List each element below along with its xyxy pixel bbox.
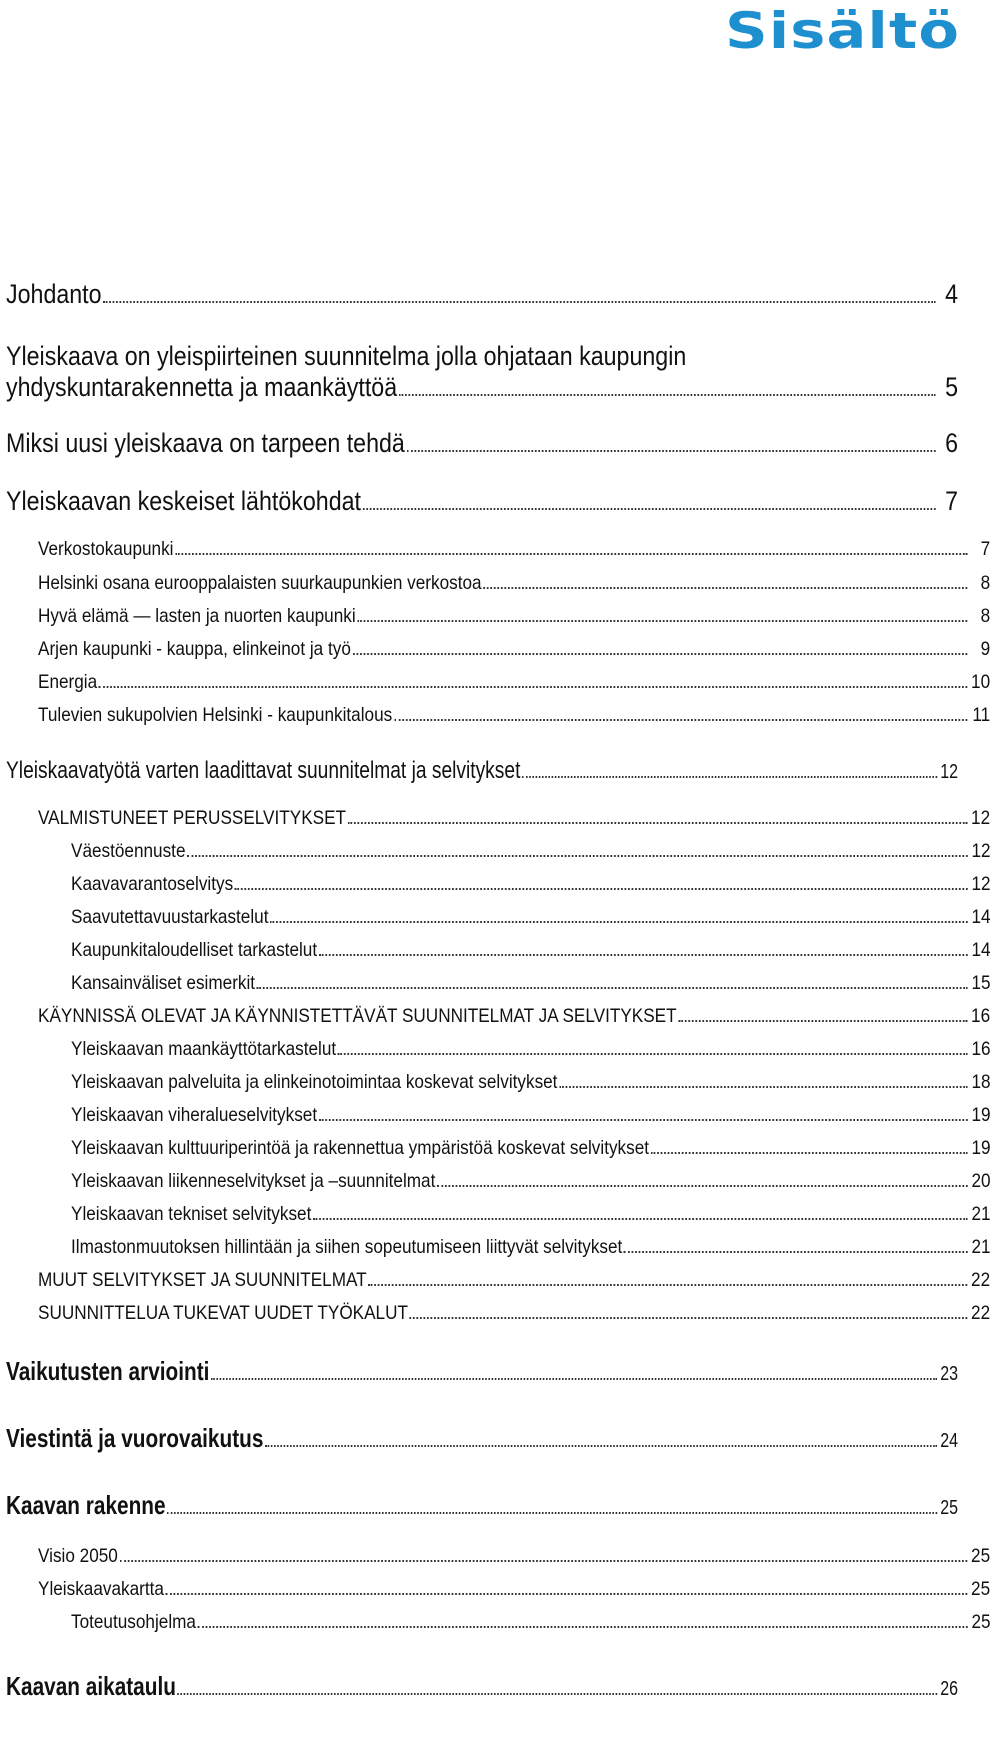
toc-entry-page: 24	[940, 1430, 958, 1452]
toc-entry[interactable]	[38, 1578, 990, 1601]
toc-entry[interactable]	[71, 840, 991, 863]
toc-entry[interactable]	[6, 486, 958, 517]
leader-dots	[270, 921, 967, 923]
leader-dots	[363, 508, 936, 510]
toc-entry-page: 16	[971, 1005, 991, 1027]
leader-dots	[437, 1185, 968, 1187]
toc-entry[interactable]	[6, 428, 958, 459]
toc-entry-page: 23	[940, 1363, 958, 1385]
toc-entry[interactable]	[38, 1269, 990, 1292]
toc-entry[interactable]	[38, 605, 990, 628]
leader-dots	[319, 954, 968, 956]
leader-dots	[651, 1152, 968, 1154]
toc-entry-page: 20	[971, 1170, 991, 1192]
toc-entry-page: 25	[971, 1578, 991, 1600]
toc-entry-page: 21	[971, 1236, 991, 1258]
toc-entry[interactable]	[38, 538, 990, 561]
page-title: Sisältö	[725, 2, 960, 60]
toc-entry-label: Toteutusohjelma	[71, 1611, 196, 1633]
toc-entry-label: Hyvä elämä — lasten ja nuorten kaupunki	[38, 605, 356, 627]
leader-dots	[483, 587, 967, 589]
toc-entry-label: Vaikutusten arviointi	[6, 1356, 210, 1386]
leader-dots	[678, 1020, 967, 1022]
toc-entry[interactable]	[38, 704, 990, 727]
leader-dots	[338, 1053, 968, 1055]
toc-entry[interactable]	[6, 372, 958, 403]
toc-entry-label: Yleiskaavan keskeiset lähtökohdat	[6, 486, 361, 516]
leader-dots	[559, 1086, 967, 1088]
leader-dots	[99, 686, 967, 688]
toc-entry-label: Miksi uusi yleiskaava on tarpeen tehdä	[6, 428, 405, 458]
toc-entry-label: Ilmastonmuutoksen hillintään ja siihen sopeutumiseen liittyvät selvitykset	[71, 1236, 623, 1258]
toc-entry-label: Kaavan rakenne	[6, 1490, 166, 1520]
toc-entry[interactable]	[38, 638, 990, 661]
leader-dots	[410, 1317, 968, 1319]
toc-entry-label-line1: Yleiskaava on yleispiirteinen suunnitelma jolla ohjataan kaupungin	[6, 341, 687, 371]
toc-entry-label: SUUNNITTELUA TUKEVAT UUDET TYÖKALUT	[38, 1302, 408, 1324]
toc-entry-page: 14	[971, 906, 991, 928]
toc-entry-page: 16	[971, 1038, 991, 1060]
toc-entry-label: Tulevien sukupolvien Helsinki - kaupunkitalous	[38, 704, 393, 726]
toc-entry-label: Visio 2050	[38, 1545, 118, 1567]
toc-entry-page: 15	[971, 972, 991, 994]
toc-entry[interactable]	[6, 1356, 958, 1387]
leader-dots	[522, 776, 937, 778]
toc-entry-label: Yleiskaavan viheralueselvitykset	[71, 1104, 318, 1126]
toc-entry-page: 5	[945, 372, 959, 402]
toc-entry-label: Yleiskaavan kulttuuriperintöä ja rakennettua ympäristöä koskevat selvitykset	[71, 1137, 650, 1159]
toc-entry-page: 11	[972, 704, 991, 726]
leader-dots	[167, 1512, 937, 1514]
toc-entry[interactable]	[6, 757, 958, 785]
toc-entry-page: 25	[971, 1545, 991, 1567]
toc-entry-page: 12	[971, 873, 991, 895]
toc-entry[interactable]	[71, 1137, 991, 1160]
toc-entry-page: 7	[945, 486, 959, 516]
leader-dots	[235, 888, 968, 890]
toc-entry-label: Yleiskaavakartta	[38, 1578, 164, 1600]
toc-entry-page: 12	[971, 840, 991, 862]
toc-entry-label: MUUT SELVITYKSET JA SUUNNITELMAT	[38, 1269, 367, 1291]
toc-entry[interactable]	[6, 1490, 958, 1521]
toc-entry[interactable]	[6, 1671, 958, 1702]
toc-entry-label: KÄYNNISSÄ OLEVAT JA KÄYNNISTETTÄVÄT SUUNNITELMAT JA SELVITYKSET	[38, 1005, 677, 1027]
leader-dots	[353, 653, 968, 655]
toc-entry-page: 26	[940, 1678, 958, 1700]
toc-entry-label: Saavutettavuustarkastelut	[71, 906, 269, 928]
toc-entry[interactable]	[38, 1005, 990, 1028]
toc-entry-page: 22	[971, 1269, 991, 1291]
toc-entry-page: 25	[971, 1611, 991, 1633]
toc-entry-label: VALMISTUNEET PERUSSELVITYKSET	[38, 807, 347, 829]
leader-dots	[319, 1119, 968, 1121]
toc-entry-page: 8	[980, 605, 991, 627]
toc-entry-page: 10	[971, 671, 991, 693]
leader-dots	[394, 719, 967, 721]
toc-entry[interactable]	[71, 1236, 991, 1259]
leader-dots	[166, 1593, 968, 1595]
toc-entry-page: 19	[971, 1137, 991, 1159]
toc-entry[interactable]	[71, 1611, 991, 1634]
leader-dots	[187, 855, 967, 857]
toc-entry[interactable]	[38, 572, 990, 595]
leader-dots	[211, 1378, 937, 1380]
toc-entry-label: Kaavan aikataulu	[6, 1671, 176, 1701]
toc-entry-label: Johdanto	[6, 279, 102, 309]
leader-dots	[120, 1560, 968, 1562]
leader-dots	[265, 1445, 937, 1447]
toc-entry-page: 22	[971, 1302, 991, 1324]
toc-entry-label: Arjen kaupunki - kauppa, elinkeinot ja työ	[38, 638, 351, 660]
toc-entry[interactable]	[71, 1038, 991, 1061]
toc-entry-label: Energia	[38, 671, 98, 693]
toc-entry[interactable]	[71, 1104, 991, 1127]
toc-entry[interactable]	[71, 1071, 991, 1094]
toc-entry-label: Kaupunkitaloudelliset tarkastelut	[71, 939, 318, 961]
toc-entry-page: 18	[971, 1071, 991, 1093]
toc-entry[interactable]	[71, 906, 991, 929]
toc-entry-page: 12	[940, 761, 958, 783]
leader-dots	[368, 1284, 967, 1286]
toc-entry-page: 4	[945, 279, 959, 309]
toc-entry-label: Yleiskaavan maankäyttötarkastelut	[71, 1038, 337, 1060]
toc-entry[interactable]	[38, 1545, 990, 1568]
leader-dots	[624, 1251, 968, 1253]
toc-entry[interactable]	[71, 873, 991, 896]
toc-entry-label: Yleiskaavatyötä varten laadittavat suunnitelmat ja selvitykset	[6, 757, 521, 784]
leader-dots	[313, 1218, 968, 1220]
toc-entry-label: Väestöennuste	[71, 840, 186, 862]
toc-entry[interactable]	[71, 1203, 991, 1226]
toc-entry-page: 12	[971, 807, 991, 829]
toc-entry-label: Yleiskaavan palveluita ja elinkeinotoimintaa koskevat selvitykset	[71, 1071, 558, 1093]
toc-entry-label: Kaavavarantoselvitys	[71, 873, 234, 895]
toc-entry[interactable]	[71, 939, 991, 962]
toc-entry-label: Kansainväliset esimerkit	[71, 972, 256, 994]
toc-entry-label: Viestintä ja vuorovaikutus	[6, 1423, 264, 1453]
toc-entry[interactable]	[71, 972, 991, 995]
toc-entry-page: 14	[971, 939, 991, 961]
toc-entry-page: 21	[971, 1203, 991, 1225]
toc-entry[interactable]	[38, 807, 990, 830]
toc-entry-label: Yleiskaavan tekniset selvitykset	[71, 1203, 312, 1225]
toc-entry-page: 9	[980, 638, 991, 660]
leader-dots	[103, 301, 935, 303]
toc-entry-page: 7	[980, 538, 991, 560]
leader-dots	[399, 394, 936, 396]
leader-dots	[198, 1626, 968, 1628]
toc-entry-label: Helsinki osana eurooppalaisten suurkaupunkien verkostoa	[38, 572, 482, 594]
leader-dots	[178, 1693, 938, 1695]
toc-entry-page: 8	[980, 572, 991, 594]
toc-entry-label: Verkostokaupunki	[38, 538, 174, 560]
toc-entry-page: 19	[971, 1104, 991, 1126]
leader-dots	[348, 822, 968, 824]
toc-entry[interactable]	[6, 1423, 958, 1454]
leader-dots	[407, 450, 936, 452]
toc-entry-page: 6	[945, 428, 959, 458]
toc-entry[interactable]	[71, 1170, 991, 1193]
leader-dots	[257, 987, 968, 989]
toc-entry-label: Yleiskaavan liikenneselvitykset ja –suunnitelmat	[71, 1170, 436, 1192]
toc-entry[interactable]	[6, 279, 958, 310]
leader-dots	[357, 620, 967, 622]
toc-entry-label: yhdyskuntarakennetta ja maankäyttöä	[6, 372, 398, 402]
toc-entry[interactable]	[38, 1302, 990, 1325]
toc-entry-page: 25	[940, 1497, 958, 1519]
leader-dots	[175, 553, 967, 555]
toc-entry[interactable]	[38, 671, 990, 694]
